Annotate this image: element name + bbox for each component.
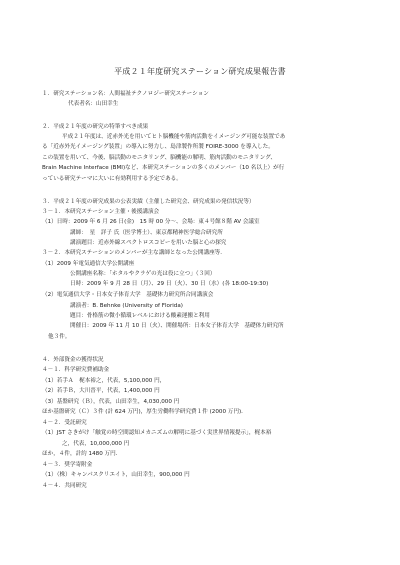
text-line: っている研究テーマに大いに有効利用する予定である。 [42, 176, 182, 182]
text-line: （2）電気通信大学・日本女子体育大学 基礎体力研究所合同講演会 [42, 292, 214, 298]
text-line: ２．平成２１年度の研究の特筆すべき成果 [42, 124, 149, 130]
text-line: 講演題目：近赤外線スペクトロスコピーを用いた脳と心の探究 [70, 240, 227, 246]
text-line: ４．外部資金の獲得状況 [42, 357, 104, 363]
text-line: （2）若手Ｂ，大川晋平，代表，1,400,000 円 [42, 388, 160, 394]
text-line: ４－２．受託研究 [42, 420, 87, 426]
text-line: ３．平成２１年度の研究成果の公表実績（主催した研究会、研究成果の発信状況等） [42, 199, 255, 205]
text-line: ほか基盤研究（Ｃ）３件 (計 624 万円)，厚生労働科学研究費１件 (2000 万円)． [42, 409, 247, 415]
page-title: 平成２１年度研究ステーション研究成果報告書 [114, 67, 286, 76]
text-line: 日時：2009 年 9 月 28 日（月）、29 日（火）、30 日（水）(各 18:00-19:30) [70, 281, 269, 287]
text-line: ４－３．奨学寄附金 [42, 462, 93, 468]
text-line: 公開講座名称：「ホタルやクラゲの光は役に立つ」（３回） [70, 271, 216, 277]
text-line: （1）若手Ａ 梶本裕之，代表，5,100,000 円， [42, 378, 166, 384]
text-line: Brain Machine Interface (BMI)など、本研究ステーションの多くのメンバー（10 名以上）が行 [42, 165, 285, 171]
text-line: ４－４．共同研究 [42, 483, 87, 489]
text-line: る「近赤外光イメージング装置」の導入に努力し、島津製作所製 FOIRE-3000 を導入した。 [42, 144, 274, 150]
text-line: 代表者名：山田幸生 [68, 101, 119, 107]
text-line: ３－１．本研究ステーション主催・後援講演会 [42, 209, 160, 215]
text-line: ３－２．本研究ステーションのメンバーが主な講師となった公開講座等． [42, 250, 226, 256]
text-line: （3）基盤研究（Ｂ），代表，山田幸生，4,030,000 円 [42, 399, 180, 405]
text-line: 講演者：B. Behnke (University of Florida) [70, 303, 183, 309]
text-line: １．研究ステーション名：人間福祉テクノロジー研究ステーション [42, 91, 209, 97]
text-line: 開催日：2009 年 11 月 10 日（火）、開催場所：日本女子体育大学 基礎体力研究所 [70, 323, 284, 329]
text-line: 他３件。 [48, 334, 71, 340]
text-line: 講師： 星 詳子 氏（医学博士）、東京都精神医学総合研究所 [70, 230, 223, 236]
text-line: この装置を用いて、今後、脳活動のモニタリング、脳機能の解明、筋肉活動のモニタリング、 [42, 155, 277, 161]
text-line: ４－１．科学研究費補助金 [42, 367, 110, 373]
text-line: （1）日時：2009 年 6 月 26 日(金) 15 時 00 分～、会場：東４号館８階 AV 会議室 [42, 219, 260, 225]
text-line: （1）2009 年電気通信大学公開講座 [42, 261, 135, 267]
text-line: 平成２１年度は、近赤外光を用いてヒト脳機能や筋肉活動をイメージング可能な装置であ [62, 134, 286, 140]
text-line: （1）（株）キャンパスクリエイト，山田幸生，900,000 円 [42, 472, 190, 478]
text-line: 之，代表，10,000,000 円 [62, 441, 130, 447]
text-line: ほか，４件，計約 1480 万円． [42, 451, 122, 457]
text-line: 題目：骨格筋の微小循環レベルにおける酸素運搬と利用 [70, 313, 210, 319]
text-line: （1）JST さきがけ「触覚の時空間認知メカニズムの解明に基づく実世界情報提示」，梶本裕 [42, 430, 272, 436]
